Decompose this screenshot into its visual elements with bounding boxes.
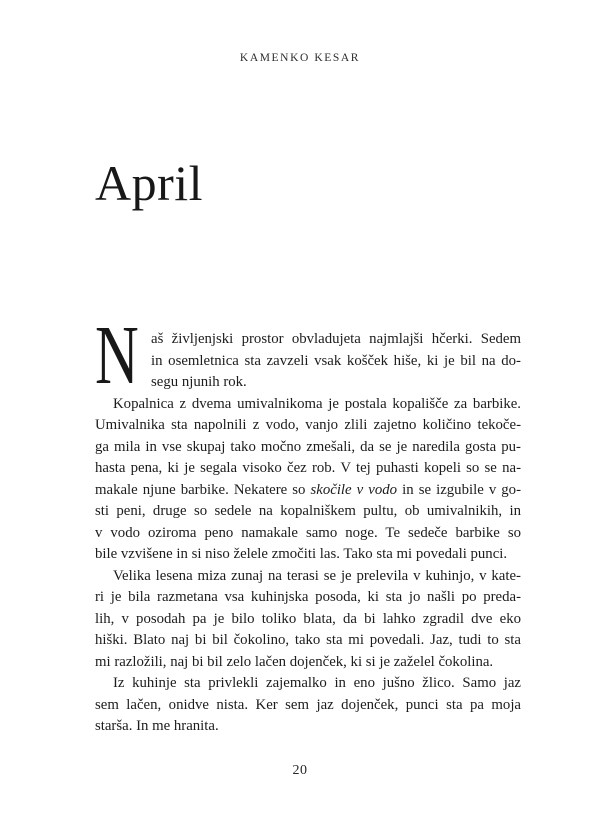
running-header: KAMENKO KESAR [239,52,361,64]
text-line: ga mila in vse skupaj tako močno zmešali, da se je naredila gosta pu- [95,438,521,455]
text-line: lih, v posodah pa je bilo toliko blata, da bi lahko zgradil dve eko [95,610,521,627]
text-line: makale njune barbike. Nekatere so skočile v vodo in se izgubile v go- [95,481,522,498]
text-line: Iz kuhinje sta privlekli zajemalko in eno jušno žlico. Samo jaz [113,675,521,691]
text-line: hasta pena, ki je segala visoko čez rob. V tej puhasti kopeli so se na- [95,460,521,476]
text-line: mi razložili, naj bi bil zelo lačen dojenček, ki si je zaželel čokolina. [95,653,494,670]
text-line: hiški. Blato naj bi bil čokolino, tako sta mi povedali. Jaz, tudi to sta [95,632,521,648]
body-text [95,309,522,738]
text-line: Kopalnica z dvema umivalnikoma je postala kopališče za barbike. [113,395,521,412]
paragraph [95,309,521,402]
text-line: starša. In me hranita. [95,718,219,734]
text-line: v vodo oziroma peno namakale samo noge. Te sedeče barbike so [95,524,521,541]
text-line: in osemletnica sta zavzeli vsak košček hiše, ki je bil na do- [151,352,521,369]
text-line: sem lačen, onidve nista. Ker sem jaz dojenček, punci sta pa moja [95,696,521,713]
text-line: ri je bila razmetana vsa kuhinjska posoda, ki sta jo našli po preda- [95,589,521,605]
italic-phrase: skočile v vodo [310,481,398,498]
page-number: 20 [292,763,308,778]
paragraph [95,394,521,566]
text-line: aš življenjski prostor obvladujeta najmlajši hčerki. Sedem [151,331,521,347]
text-line: segu njunih rok. [151,374,247,390]
dropcap-letter: N [95,309,139,402]
text-line: bile vzvišene in si niso želele zmočiti las. Tako sta mi povedali punci. [95,546,508,562]
text-line: sti peni, druge so sedele na kopalniškem pultu, ob umivalnikih, in [95,503,521,519]
paragraph [95,566,521,674]
text-line: Umivalnika sta napolnili z vodo, vanjo zlili zajetno količino tekoče- [95,417,521,433]
paragraph [95,673,521,738]
chapter-title: April [95,155,204,211]
text-line: Velika lesena miza zunaj na terasi se je prelevila v kuhinjo, v kate- [113,567,521,584]
